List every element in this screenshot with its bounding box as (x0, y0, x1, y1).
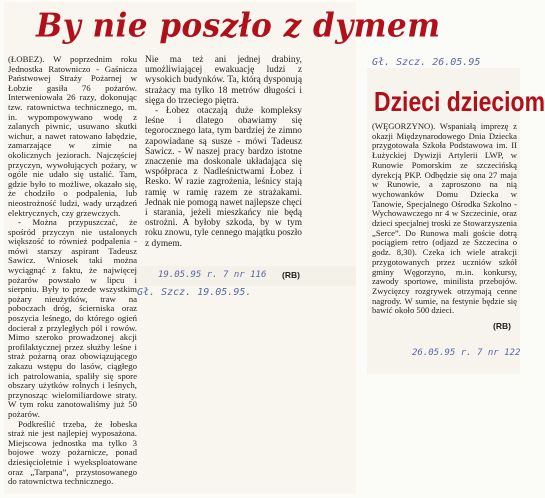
left-col2-paragraph-1: Nie ma też ani jednej drabiny, umożliwiającej ewakuację ludzi z wysokich budynków. Ta, którą dysponują strażacy ma tylko 18 metrów długości i sięga do trzeciego piętra. (145, 55, 302, 106)
handwritten-date-left: 19.05.95 r. 7 nr 116 (158, 270, 267, 280)
right-headline: Dzieci dzieciom (374, 86, 545, 117)
left-col1-paragraph-3: Podkreślić trzeba, że łobeska straż nie jest najlepiej wyposażona. Miejscowa jednostka ma tylko 3 bojowe wozy pożarnicze, ponad dziesięcioletnie i wyeksploatowane oraz „Tarpana”, przystosowanego do ratownictwa technicznego. (8, 418, 137, 487)
left-col2-paragraph-2: - Łobez otaczają duże kompleksy leśne i dlatego obawiamy się tegorocznego lata, tym bardziej że zimno zapowiadane są susze - mówi Tadeusz Sawicz. - W naszej pracy bardzo istotne znaczenie ma doskonale układająca się współpraca z Nadleśnictwami Łobez i Resko. W razie zagrożenia, leśnicy stają ramię w ramię razem ze strażakami. Jednak nie pomogą nawet najlepsze chęci i starania, jeżeli mieszkańcy nie będą ostrożni. A byłoby szkoda, by w tym roku znowu, tyle cennego majątku poszło z dymem. (145, 106, 302, 249)
left-headline: By nie poszło z dymem (36, 7, 441, 45)
right-paragraph: (WĘGORZYNO). Wspaniałą imprezę z okazji Międzynarodowego Dnia Dziecka przygotowała Szkoła Podstawowa im. II Łużyckiej Dywizji Artylerii LWP, w Runowie Pomorskim ze szczecińską dyrekcją PKP. Odbędzie się ona 27 maja w Runowie, a zaproszono na nią wychowanków Domu Dziecka w Tanowie, Specjalnego Ośrodka Szkolno - Wychowawczego nr 4 w Szczecinie, oraz dzieci specjalnej troski ze Stowarzyszenia „Serce”. Do Runowa mali goście dotrą pociągiem retro (odjazd ze Szczecina o godz. 8,30). Czeka ich wiele atrakcji przygotowanych przez uczniów szkół gminy Węgorzyno, m.in. konkursy, zawody sportowe, minilista przebojów. Zwycięzcy rozgrywek otrzymają cenne nagrody. W sumie, na festynie będzie się bawić około 500 dzieci. (372, 121, 517, 316)
handwritten-source-right: Gł. Szcz. 26.05.95 (372, 57, 481, 68)
left-column-2 (145, 55, 302, 249)
right-signature: (RB) (493, 321, 511, 331)
left-signature: (RB) (282, 270, 300, 280)
left-col1-paragraph-2: - Można przypuszczać, że spośród przyczyn nie ustalonych większość to również podpalenia - mówi starszy aspirant Tadeusz Sawicz. Wniosek taki można wyciągnąć z faktu, że najwięcej pożarów powstało w lipcu i sierpniu. Były to przede wszystkim pożary nieużytków, traw na poboczach dróg, ścierniska oraz poszycia leśnego, do którego ogień docierał z przyległych pól i rowów. Mimo szeroko prowadzonej akcji profilaktycznej przez służby leśne i straż pożarną oraz obowiązującego zakazu wstępu do lasów, ciągłego ich patrolowania, spaliły się spore obszary użytków rolnych i leśnych, przynosząc wielomiliardowe straty. W tym roku zanotowaliśmy już 50 pożarów. (8, 217, 137, 419)
left-col1-paragraph-1: (ŁOBEZ). W poprzednim roku Jednostka Ratowniczo - Gaśnicza Państwowej Straży Pożarnej w Łobzie gasiła 76 pożarów. Interweniowała 26 razy, dokonując tzw. ratownictwa technicznego, m. in. wypompowywano wodę z zalanych piwnic, usuwano skutki wichur, a nawet ratowano łabędzie, zamarzające w zimie na okolicznych jeziorach. Najczęściej przyczyn, wywołujących pożary, w ogóle nie udało się ustalić. Tam, gdzie było to możliwe, okazało się, że chodziło o podpalenia, lub nieostrożność ludzi, wady urządzeń elektrycznych, czy grzewczych. (8, 54, 137, 218)
handwritten-source-left: Gł. Szcz. 19.05.95. (137, 287, 252, 298)
left-column-1 (8, 55, 137, 487)
right-column (372, 122, 517, 316)
handwritten-date-right: 26.05.95 r. 7 nr 122 (412, 348, 521, 358)
